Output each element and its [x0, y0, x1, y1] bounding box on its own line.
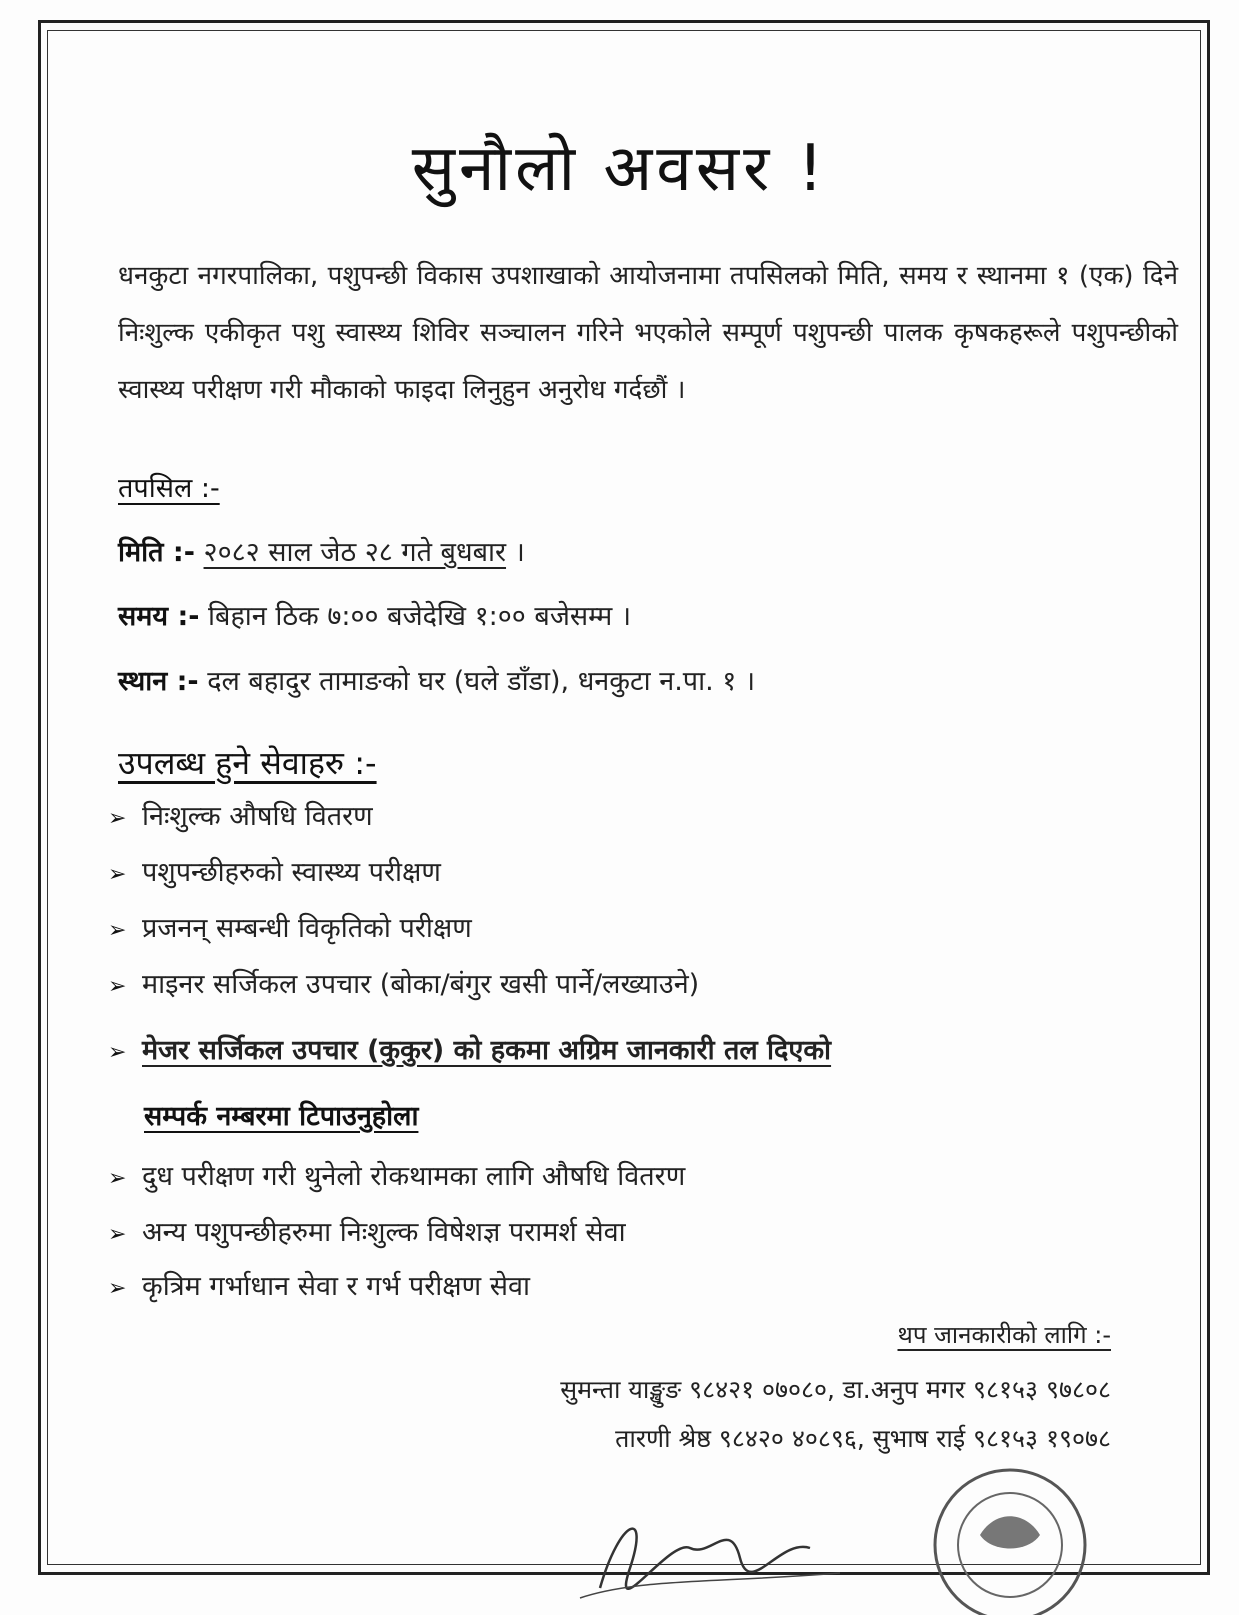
- signature-underline: [580, 1573, 840, 1598]
- page-title: सुनौलो अवसर !: [411, 132, 828, 206]
- service-text: प्रजनन् सम्बन्धी विकृतिको परीक्षण: [142, 913, 472, 944]
- service-item: [108, 908, 1108, 945]
- services-heading: उपलब्ध हुने सेवाहरु :-: [118, 744, 377, 782]
- service-text: मेजर सर्जिकल उपचार (कुकुर) को हकमा अग्रिम जानकारी तल दिएको: [142, 1035, 832, 1066]
- place-value: दल बहादुर तामाङको घर (घले डाँडा), धनकुटा न.पा. १ ।: [198, 666, 756, 697]
- intro-paragraph: धनकुटा नगरपालिका, पशुपन्छी विकास उपशाखाको आयोजनामा तपसिलको मिति, समय र स्थानमा १ (एक) दिने निःशुल्क एकीकृत पशु स्वास्थ्य शिविर सञ्चालन गरिने भएकोले सम्पूर्ण पशुपन्छी पालक कृषकहरूले पशुपन्छीको स्वास्थ्य परीक्षण गरी मौकाको फाइदा लिनुहुन अनुरोध गर्दछौं ।: [118, 261, 1178, 405]
- service-item: [108, 964, 1108, 1001]
- service-text: माइनर सर्जिकल उपचार (बोका/बंगुर खसी पार्ने/लख्याउने): [142, 969, 700, 1000]
- time-line: [118, 596, 631, 633]
- contact-line-2: तारणी श्रेष्ठ ९८४२० ४०८९६, सुभाष राई ९८१५३ १९०७८: [615, 1424, 1111, 1453]
- service-item: [108, 852, 1108, 889]
- arrow-bullet-icon: ➢: [108, 1276, 127, 1301]
- service-item-highlighted: [108, 1030, 1108, 1067]
- service-item: [108, 1266, 1108, 1303]
- arrow-bullet-icon: ➢: [108, 862, 127, 887]
- service-item: [108, 796, 1108, 833]
- service-text: कृत्रिम गर्भाधान सेवा र गर्भ परीक्षण सेवा: [142, 1271, 531, 1302]
- time-value: बिहान ठिक ७:०० बजेदेखि १:०० बजेसम्म ।: [199, 601, 632, 632]
- date-end: ।: [506, 537, 525, 568]
- arrow-bullet-icon: ➢: [108, 806, 127, 831]
- service-item: [108, 1156, 1108, 1193]
- date-value: २०८२ साल जेठ २८ गते बुधबार: [203, 537, 507, 568]
- arrow-bullet-icon: ➢: [108, 1222, 127, 1247]
- service-item: [108, 1212, 1108, 1249]
- stamp-emblem: [980, 1516, 1040, 1548]
- date-line: [118, 532, 525, 569]
- time-label: समय :-: [118, 601, 200, 632]
- service-text: अन्य पशुपन्छीहरुमा निःशुल्क विषेशज्ञ परामर्श सेवा: [142, 1217, 626, 1248]
- arrow-bullet-icon: ➢: [108, 974, 127, 999]
- service-text: पशुपन्छीहरुको स्वास्थ्य परीक्षण: [142, 857, 441, 888]
- service-text-continuation: सम्पर्क नम्बरमा टिपाउनुहोला: [144, 1101, 419, 1132]
- service-text: निःशुल्क औषधि वितरण: [142, 801, 373, 832]
- place-label: स्थान :-: [118, 666, 199, 697]
- signature: [560, 1478, 860, 1614]
- office-stamp: [910, 1455, 1100, 1615]
- signature-stroke: [600, 1529, 810, 1589]
- details-heading: तपसिल :-: [118, 473, 220, 504]
- arrow-bullet-icon: ➢: [108, 1166, 127, 1191]
- service-text: दुध परीक्षण गरी थुनेलो रोकथामका लागि औषधि वितरण: [142, 1161, 686, 1192]
- contact-heading: थप जानकारीको लागि :-: [897, 1321, 1111, 1349]
- arrow-bullet-icon: ➢: [108, 1040, 127, 1065]
- place-line: [118, 661, 755, 698]
- arrow-bullet-icon: ➢: [108, 918, 127, 943]
- date-label: मिति :-: [118, 537, 195, 568]
- contact-line-1: सुमन्ता याङ्खुङ ९८४२१ ०७०८०, डा.अनुप मगर ९८१५३ ९७८०८: [560, 1375, 1111, 1404]
